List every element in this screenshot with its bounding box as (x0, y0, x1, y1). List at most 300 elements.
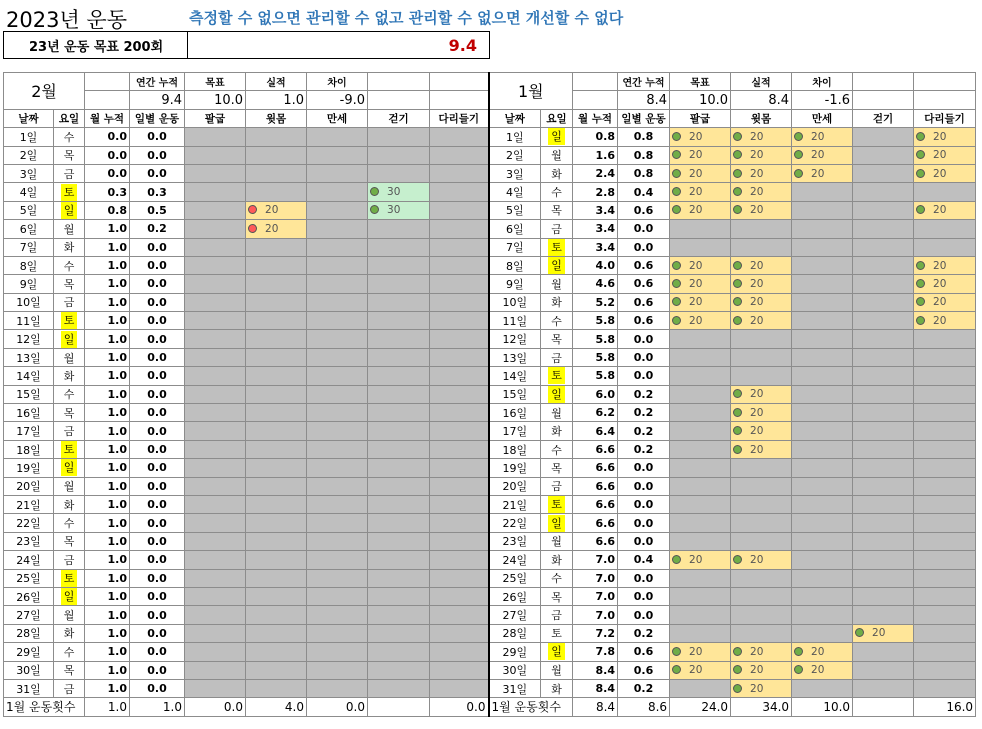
jan-situp-cell[interactable] (731, 312, 792, 330)
feb-situp-cell[interactable] (246, 643, 307, 661)
jan-manse-cell[interactable] (792, 422, 853, 440)
feb-daily-cell[interactable]: 0.0 (130, 330, 185, 348)
jan-cumulative-cell[interactable]: 7.8 (573, 643, 618, 661)
feb-legraise-cell[interactable] (430, 238, 489, 256)
feb-walk-cell[interactable] (368, 312, 430, 330)
feb-daily-cell[interactable]: 0.0 (130, 587, 185, 605)
feb-legraise-cell[interactable] (430, 404, 489, 422)
jan-pushup-cell[interactable] (670, 220, 731, 238)
feb-situp-cell[interactable] (246, 201, 307, 219)
feb-situp-cell[interactable] (246, 495, 307, 513)
feb-situp-cell[interactable] (246, 312, 307, 330)
jan-summary-annual[interactable]: 8.4 (618, 91, 670, 109)
jan-weekday-cell[interactable] (541, 569, 573, 587)
feb-manse-cell[interactable] (307, 495, 368, 513)
jan-daily-cell[interactable]: 0.6 (618, 201, 670, 219)
jan-manse-cell[interactable] (792, 146, 853, 164)
jan-pushup-cell[interactable] (670, 477, 731, 495)
jan-manse-cell[interactable] (792, 551, 853, 569)
jan-walk-cell[interactable] (853, 404, 914, 422)
feb-col-header[interactable]: 요일 (54, 109, 85, 127)
jan-date-cell[interactable]: 26일 (489, 587, 541, 605)
feb-legraise-cell[interactable] (430, 532, 489, 550)
jan-date-cell[interactable]: 10일 (489, 293, 541, 311)
feb-cumulative-cell[interactable]: 1.0 (85, 679, 130, 697)
feb-walk-cell[interactable] (368, 275, 430, 293)
jan-cumulative-cell[interactable]: 7.0 (573, 569, 618, 587)
feb-manse-cell[interactable] (307, 569, 368, 587)
jan-cumulative-cell[interactable]: 5.8 (573, 330, 618, 348)
jan-situp-cell[interactable] (731, 164, 792, 182)
jan-manse-cell[interactable] (792, 312, 853, 330)
jan-weekday-cell[interactable] (541, 128, 573, 146)
jan-cumulative-cell[interactable]: 2.8 (573, 183, 618, 201)
feb-legraise-cell[interactable] (430, 164, 489, 182)
jan-pushup-cell[interactable] (670, 569, 731, 587)
jan-header-target-label[interactable]: 목표 (670, 73, 731, 91)
jan-manse-cell[interactable] (792, 164, 853, 182)
feb-situp-cell[interactable] (246, 440, 307, 458)
jan-legraise-cell[interactable] (914, 293, 976, 311)
jan-walk-cell[interactable] (853, 679, 914, 697)
feb-pushup-cell[interactable] (185, 312, 246, 330)
jan-pushup-cell[interactable] (670, 514, 731, 532)
feb-pushup-cell[interactable] (185, 348, 246, 366)
jan-situp-cell[interactable] (731, 587, 792, 605)
feb-situp-cell[interactable] (246, 569, 307, 587)
jan-pushup-cell[interactable] (670, 183, 731, 201)
feb-weekday-cell[interactable] (54, 183, 85, 201)
feb-footer-walk[interactable] (368, 698, 430, 716)
feb-situp-cell[interactable] (246, 220, 307, 238)
jan-walk-cell[interactable] (853, 569, 914, 587)
feb-manse-cell[interactable] (307, 551, 368, 569)
feb-summary-annual[interactable]: 9.4 (130, 91, 185, 109)
jan-legraise-cell[interactable] (914, 146, 976, 164)
feb-weekday-cell[interactable] (54, 312, 85, 330)
jan-weekday-cell[interactable] (541, 459, 573, 477)
feb-situp-cell[interactable] (246, 404, 307, 422)
feb-date-cell[interactable]: 5일 (4, 201, 54, 219)
jan-date-cell[interactable]: 30일 (489, 661, 541, 679)
feb-legraise-cell[interactable] (430, 367, 489, 385)
feb-daily-cell[interactable]: 0.0 (130, 440, 185, 458)
jan-situp-cell[interactable] (731, 551, 792, 569)
feb-weekday-cell[interactable] (54, 643, 85, 661)
feb-cumulative-cell[interactable]: 0.8 (85, 201, 130, 219)
feb-daily-cell[interactable]: 0.0 (130, 348, 185, 366)
feb-daily-cell[interactable]: 0.0 (130, 275, 185, 293)
feb-weekday-cell[interactable] (54, 679, 85, 697)
jan-situp-cell[interactable] (731, 661, 792, 679)
jan-daily-cell[interactable]: 0.2 (618, 422, 670, 440)
jan-legraise-cell[interactable] (914, 624, 976, 642)
jan-situp-cell[interactable] (731, 495, 792, 513)
jan-summary-blank[interactable] (853, 91, 914, 109)
jan-pushup-cell[interactable] (670, 348, 731, 366)
jan-manse-cell[interactable] (792, 643, 853, 661)
feb-date-cell[interactable]: 8일 (4, 256, 54, 274)
jan-situp-cell[interactable] (731, 606, 792, 624)
feb-weekday-cell[interactable] (54, 532, 85, 550)
feb-cumulative-cell[interactable]: 1.0 (85, 220, 130, 238)
jan-daily-cell[interactable]: 0.6 (618, 256, 670, 274)
feb-situp-cell[interactable] (246, 514, 307, 532)
feb-manse-cell[interactable] (307, 643, 368, 661)
jan-date-cell[interactable]: 24일 (489, 551, 541, 569)
feb-date-cell[interactable]: 28일 (4, 624, 54, 642)
jan-situp-cell[interactable] (731, 293, 792, 311)
feb-daily-cell[interactable]: 0.0 (130, 238, 185, 256)
jan-date-cell[interactable]: 18일 (489, 440, 541, 458)
jan-walk-cell[interactable] (853, 551, 914, 569)
jan-weekday-cell[interactable] (541, 164, 573, 182)
feb-manse-cell[interactable] (307, 422, 368, 440)
feb-date-cell[interactable]: 7일 (4, 238, 54, 256)
jan-daily-cell[interactable]: 0.2 (618, 624, 670, 642)
feb-daily-cell[interactable]: 0.0 (130, 256, 185, 274)
feb-pushup-cell[interactable] (185, 440, 246, 458)
feb-daily-cell[interactable]: 0.5 (130, 201, 185, 219)
feb-date-cell[interactable]: 15일 (4, 385, 54, 403)
jan-weekday-cell[interactable] (541, 201, 573, 219)
jan-header-actual-label[interactable]: 실적 (731, 73, 792, 91)
feb-date-cell[interactable]: 21일 (4, 495, 54, 513)
feb-weekday-cell[interactable] (54, 385, 85, 403)
jan-weekday-cell[interactable] (541, 183, 573, 201)
jan-header-annual-label[interactable]: 연간 누적 (618, 73, 670, 91)
jan-cumulative-cell[interactable]: 6.6 (573, 532, 618, 550)
jan-legraise-cell[interactable] (914, 312, 976, 330)
feb-walk-cell[interactable] (368, 459, 430, 477)
feb-footer-situp[interactable]: 4.0 (246, 698, 307, 716)
feb-walk-cell[interactable] (368, 422, 430, 440)
feb-pushup-cell[interactable] (185, 422, 246, 440)
feb-weekday-cell[interactable] (54, 459, 85, 477)
feb-cumulative-cell[interactable]: 1.0 (85, 238, 130, 256)
jan-cumulative-cell[interactable]: 5.8 (573, 312, 618, 330)
jan-cumulative-cell[interactable]: 2.4 (573, 164, 618, 182)
feb-pushup-cell[interactable] (185, 459, 246, 477)
jan-walk-cell[interactable] (853, 514, 914, 532)
feb-weekday-cell[interactable] (54, 422, 85, 440)
feb-pushup-cell[interactable] (185, 220, 246, 238)
jan-walk-cell[interactable] (853, 477, 914, 495)
feb-pushup-cell[interactable] (185, 256, 246, 274)
jan-pushup-cell[interactable] (670, 440, 731, 458)
jan-daily-cell[interactable]: 0.2 (618, 404, 670, 422)
jan-manse-cell[interactable] (792, 679, 853, 697)
feb-col-header[interactable]: 만세 (307, 109, 368, 127)
feb-date-cell[interactable]: 27일 (4, 606, 54, 624)
feb-pushup-cell[interactable] (185, 624, 246, 642)
jan-col-header[interactable]: 요일 (541, 109, 573, 127)
feb-date-cell[interactable]: 22일 (4, 514, 54, 532)
jan-legraise-cell[interactable] (914, 238, 976, 256)
jan-pushup-cell[interactable] (670, 404, 731, 422)
jan-weekday-cell[interactable] (541, 661, 573, 679)
feb-daily-cell[interactable]: 0.0 (130, 312, 185, 330)
feb-walk-cell[interactable] (368, 495, 430, 513)
feb-cumulative-cell[interactable]: 1.0 (85, 367, 130, 385)
feb-situp-cell[interactable] (246, 238, 307, 256)
feb-daily-cell[interactable]: 0.0 (130, 514, 185, 532)
feb-cumulative-cell[interactable]: 1.0 (85, 459, 130, 477)
feb-manse-cell[interactable] (307, 514, 368, 532)
feb-legraise-cell[interactable] (430, 495, 489, 513)
jan-pushup-cell[interactable] (670, 495, 731, 513)
feb-daily-cell[interactable]: 0.0 (130, 293, 185, 311)
feb-footer-legraise[interactable]: 0.0 (430, 698, 489, 716)
feb-manse-cell[interactable] (307, 220, 368, 238)
feb-legraise-cell[interactable] (430, 128, 489, 146)
feb-legraise-cell[interactable] (430, 293, 489, 311)
feb-col-header[interactable]: 윗몸 (246, 109, 307, 127)
feb-walk-cell[interactable] (368, 587, 430, 605)
jan-col-header[interactable]: 팔굽 (670, 109, 731, 127)
feb-situp-cell[interactable] (246, 532, 307, 550)
feb-legraise-cell[interactable] (430, 643, 489, 661)
jan-daily-cell[interactable]: 0.0 (618, 330, 670, 348)
feb-weekday-cell[interactable] (54, 330, 85, 348)
jan-legraise-cell[interactable] (914, 661, 976, 679)
jan-footer-daily[interactable]: 8.6 (618, 698, 670, 716)
feb-legraise-cell[interactable] (430, 312, 489, 330)
jan-pushup-cell[interactable] (670, 312, 731, 330)
feb-legraise-cell[interactable] (430, 183, 489, 201)
jan-pushup-cell[interactable] (670, 238, 731, 256)
feb-pushup-cell[interactable] (185, 569, 246, 587)
feb-pushup-cell[interactable] (185, 532, 246, 550)
feb-walk-cell[interactable] (368, 146, 430, 164)
feb-pushup-cell[interactable] (185, 514, 246, 532)
feb-summary-blank[interactable] (85, 91, 130, 109)
feb-walk-cell[interactable] (368, 643, 430, 661)
feb-summary-blank[interactable] (368, 91, 430, 109)
feb-cumulative-cell[interactable]: 1.0 (85, 348, 130, 366)
feb-walk-cell[interactable] (368, 532, 430, 550)
jan-manse-cell[interactable] (792, 495, 853, 513)
jan-walk-cell[interactable] (853, 624, 914, 642)
feb-legraise-cell[interactable] (430, 459, 489, 477)
feb-walk-cell[interactable] (368, 679, 430, 697)
jan-walk-cell[interactable] (853, 330, 914, 348)
feb-walk-cell[interactable] (368, 551, 430, 569)
feb-manse-cell[interactable] (307, 587, 368, 605)
jan-cumulative-cell[interactable]: 6.0 (573, 385, 618, 403)
jan-pushup-cell[interactable] (670, 679, 731, 697)
feb-daily-cell[interactable]: 0.0 (130, 385, 185, 403)
feb-cumulative-cell[interactable]: 1.0 (85, 661, 130, 679)
feb-cumulative-cell[interactable]: 1.0 (85, 256, 130, 274)
jan-cumulative-cell[interactable]: 7.0 (573, 551, 618, 569)
jan-cumulative-cell[interactable]: 7.2 (573, 624, 618, 642)
jan-walk-cell[interactable] (853, 312, 914, 330)
jan-legraise-cell[interactable] (914, 514, 976, 532)
feb-legraise-cell[interactable] (430, 624, 489, 642)
jan-manse-cell[interactable] (792, 404, 853, 422)
jan-cumulative-cell[interactable]: 6.6 (573, 459, 618, 477)
feb-manse-cell[interactable] (307, 312, 368, 330)
feb-situp-cell[interactable] (246, 367, 307, 385)
jan-date-cell[interactable]: 9일 (489, 275, 541, 293)
jan-manse-cell[interactable] (792, 587, 853, 605)
jan-footer-situp[interactable]: 34.0 (731, 698, 792, 716)
feb-situp-cell[interactable] (246, 422, 307, 440)
jan-situp-cell[interactable] (731, 404, 792, 422)
jan-situp-cell[interactable] (731, 201, 792, 219)
feb-walk-cell[interactable] (368, 661, 430, 679)
feb-weekday-cell[interactable] (54, 477, 85, 495)
jan-col-header[interactable]: 만세 (792, 109, 853, 127)
feb-manse-cell[interactable] (307, 348, 368, 366)
jan-daily-cell[interactable]: 0.0 (618, 348, 670, 366)
feb-manse-cell[interactable] (307, 661, 368, 679)
jan-header-diff-label[interactable]: 차이 (792, 73, 853, 91)
jan-situp-cell[interactable] (731, 128, 792, 146)
feb-walk-cell[interactable] (368, 569, 430, 587)
feb-header-blank[interactable] (85, 73, 130, 91)
jan-situp-cell[interactable] (731, 146, 792, 164)
jan-col-header[interactable]: 일별 운동 (618, 109, 670, 127)
feb-manse-cell[interactable] (307, 293, 368, 311)
jan-date-cell[interactable]: 5일 (489, 201, 541, 219)
jan-weekday-cell[interactable] (541, 587, 573, 605)
feb-date-cell[interactable]: 25일 (4, 569, 54, 587)
feb-daily-cell[interactable]: 0.0 (130, 146, 185, 164)
jan-manse-cell[interactable] (792, 367, 853, 385)
feb-situp-cell[interactable] (246, 551, 307, 569)
feb-weekday-cell[interactable] (54, 293, 85, 311)
jan-weekday-cell[interactable] (541, 606, 573, 624)
jan-date-cell[interactable]: 31일 (489, 679, 541, 697)
jan-date-cell[interactable]: 15일 (489, 385, 541, 403)
jan-weekday-cell[interactable] (541, 440, 573, 458)
feb-legraise-cell[interactable] (430, 514, 489, 532)
feb-walk-cell[interactable] (368, 238, 430, 256)
jan-summary-blank[interactable] (914, 91, 976, 109)
feb-daily-cell[interactable]: 0.0 (130, 128, 185, 146)
feb-pushup-cell[interactable] (185, 201, 246, 219)
jan-date-cell[interactable]: 7일 (489, 238, 541, 256)
feb-weekday-cell[interactable] (54, 661, 85, 679)
feb-header-annual-label[interactable]: 연간 누적 (130, 73, 185, 91)
feb-legraise-cell[interactable] (430, 275, 489, 293)
feb-footer-cumulative[interactable]: 1.0 (85, 698, 130, 716)
feb-col-header[interactable]: 팔굽 (185, 109, 246, 127)
jan-pushup-cell[interactable] (670, 551, 731, 569)
feb-weekday-cell[interactable] (54, 587, 85, 605)
jan-pushup-cell[interactable] (670, 624, 731, 642)
jan-date-cell[interactable]: 8일 (489, 256, 541, 274)
feb-pushup-cell[interactable] (185, 183, 246, 201)
jan-cumulative-cell[interactable]: 0.8 (573, 128, 618, 146)
jan-weekday-cell[interactable] (541, 238, 573, 256)
feb-legraise-cell[interactable] (430, 587, 489, 605)
feb-daily-cell[interactable]: 0.0 (130, 495, 185, 513)
jan-daily-cell[interactable]: 0.8 (618, 146, 670, 164)
jan-pushup-cell[interactable] (670, 587, 731, 605)
jan-date-cell[interactable]: 3일 (489, 164, 541, 182)
jan-walk-cell[interactable] (853, 385, 914, 403)
jan-pushup-cell[interactable] (670, 256, 731, 274)
feb-situp-cell[interactable] (246, 679, 307, 697)
jan-walk-cell[interactable] (853, 440, 914, 458)
feb-daily-cell[interactable]: 0.0 (130, 569, 185, 587)
feb-cumulative-cell[interactable]: 1.0 (85, 293, 130, 311)
feb-header-blank[interactable] (368, 73, 430, 91)
jan-pushup-cell[interactable] (670, 459, 731, 477)
jan-cumulative-cell[interactable]: 6.6 (573, 495, 618, 513)
feb-cumulative-cell[interactable]: 1.0 (85, 643, 130, 661)
feb-cumulative-cell[interactable]: 0.3 (85, 183, 130, 201)
jan-daily-cell[interactable]: 0.6 (618, 312, 670, 330)
jan-pushup-cell[interactable] (670, 661, 731, 679)
jan-cumulative-cell[interactable]: 6.4 (573, 422, 618, 440)
jan-legraise-cell[interactable] (914, 256, 976, 274)
jan-pushup-cell[interactable] (670, 643, 731, 661)
feb-daily-cell[interactable]: 0.0 (130, 164, 185, 182)
feb-pushup-cell[interactable] (185, 164, 246, 182)
jan-walk-cell[interactable] (853, 495, 914, 513)
jan-weekday-cell[interactable] (541, 385, 573, 403)
jan-pushup-cell[interactable] (670, 422, 731, 440)
jan-cumulative-cell[interactable]: 1.6 (573, 146, 618, 164)
jan-legraise-cell[interactable] (914, 201, 976, 219)
jan-date-cell[interactable]: 6일 (489, 220, 541, 238)
jan-cumulative-cell[interactable]: 8.4 (573, 661, 618, 679)
jan-pushup-cell[interactable] (670, 385, 731, 403)
feb-weekday-cell[interactable] (54, 569, 85, 587)
feb-walk-cell[interactable] (368, 293, 430, 311)
jan-date-cell[interactable]: 19일 (489, 459, 541, 477)
feb-month-label[interactable]: 2월 (4, 73, 85, 110)
jan-date-cell[interactable]: 22일 (489, 514, 541, 532)
jan-daily-cell[interactable]: 0.0 (618, 569, 670, 587)
jan-manse-cell[interactable] (792, 330, 853, 348)
jan-daily-cell[interactable]: 0.6 (618, 661, 670, 679)
feb-situp-cell[interactable] (246, 128, 307, 146)
feb-situp-cell[interactable] (246, 606, 307, 624)
feb-cumulative-cell[interactable]: 0.0 (85, 128, 130, 146)
feb-date-cell[interactable]: 6일 (4, 220, 54, 238)
jan-footer-label[interactable]: 1월 운동횟수 (489, 698, 573, 716)
jan-situp-cell[interactable] (731, 348, 792, 366)
feb-footer-label[interactable]: 1월 운동횟수 (4, 698, 85, 716)
jan-situp-cell[interactable] (731, 330, 792, 348)
feb-walk-cell[interactable] (368, 514, 430, 532)
feb-situp-cell[interactable] (246, 275, 307, 293)
jan-daily-cell[interactable]: 0.0 (618, 367, 670, 385)
feb-situp-cell[interactable] (246, 477, 307, 495)
feb-manse-cell[interactable] (307, 183, 368, 201)
jan-daily-cell[interactable]: 0.0 (618, 459, 670, 477)
feb-pushup-cell[interactable] (185, 495, 246, 513)
jan-col-header[interactable]: 날짜 (489, 109, 541, 127)
jan-cumulative-cell[interactable]: 4.6 (573, 275, 618, 293)
feb-walk-cell[interactable] (368, 624, 430, 642)
feb-situp-cell[interactable] (246, 385, 307, 403)
jan-manse-cell[interactable] (792, 532, 853, 550)
feb-weekday-cell[interactable] (54, 624, 85, 642)
feb-walk-cell[interactable] (368, 330, 430, 348)
jan-daily-cell[interactable]: 0.6 (618, 293, 670, 311)
feb-footer-manse[interactable]: 0.0 (307, 698, 368, 716)
jan-date-cell[interactable]: 27일 (489, 606, 541, 624)
feb-situp-cell[interactable] (246, 146, 307, 164)
jan-date-cell[interactable]: 28일 (489, 624, 541, 642)
feb-cumulative-cell[interactable]: 1.0 (85, 275, 130, 293)
